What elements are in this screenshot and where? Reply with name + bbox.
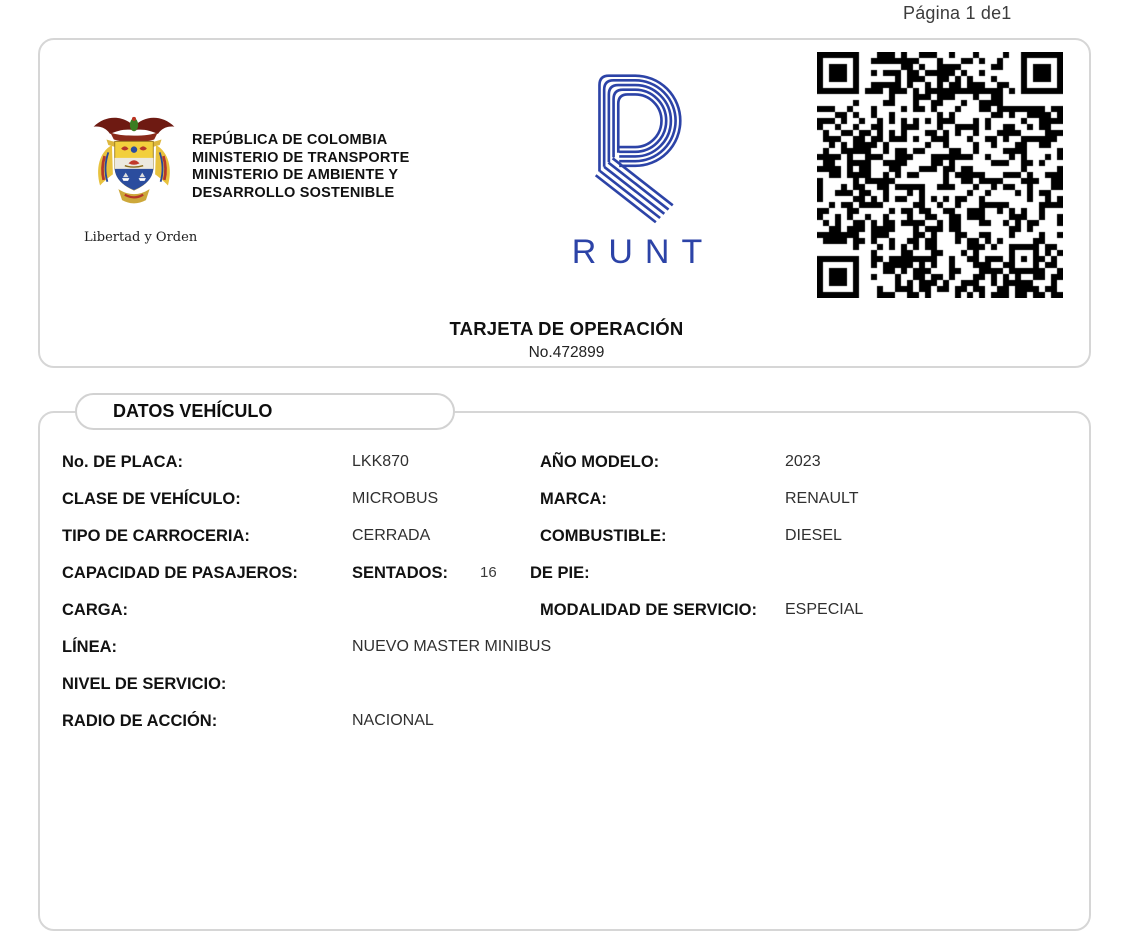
- field-label: No. DE PLACA:: [62, 453, 183, 471]
- field-value: RENAULT: [785, 490, 859, 507]
- section-title-pill: [75, 393, 455, 430]
- field-row: [0, 564, 1127, 588]
- field-row: [0, 453, 1127, 477]
- field-label: CAPACIDAD DE PASAJEROS:: [62, 564, 298, 582]
- coat-of-arms-icon: [87, 112, 181, 224]
- field-row: [0, 601, 1127, 625]
- document-title-block: [40, 318, 1093, 362]
- coat-of-arms: [84, 112, 198, 245]
- qr-code: [817, 52, 1063, 298]
- field-label: MODALIDAD DE SERVICIO:: [540, 601, 757, 619]
- ministry-line: DESARROLLO SOSTENIBLE: [192, 184, 395, 201]
- field-label: MARCA:: [540, 490, 607, 508]
- vehicle-section: [38, 411, 1091, 931]
- field-label: NIVEL DE SERVICIO:: [62, 675, 227, 693]
- field-value: LKK870: [352, 453, 409, 470]
- field-row: [0, 712, 1127, 736]
- field-value: NUEVO MASTER MINIBUS: [352, 638, 552, 655]
- field-row: [0, 490, 1127, 514]
- field-value: MICROBUS: [352, 490, 439, 507]
- field-value: 16: [480, 564, 497, 581]
- field-label: LÍNEA:: [62, 638, 117, 656]
- coat-of-arms-motto: Libertad y Orden: [84, 230, 198, 245]
- ministry-line: MINISTERIO DE AMBIENTE Y: [192, 167, 399, 183]
- field-value: NACIONAL: [352, 712, 434, 729]
- field-value: DIESEL: [785, 527, 842, 544]
- field-label: SENTADOS:: [352, 564, 448, 582]
- field-label: CARGA:: [62, 601, 128, 619]
- field-value: 2023: [785, 453, 821, 470]
- field-value: ESPECIAL: [785, 601, 864, 618]
- runt-r-icon: [584, 70, 692, 226]
- field-label: CLASE DE VEHÍCULO:: [62, 490, 241, 508]
- runt-logo: [558, 70, 718, 272]
- field-label: AÑO MODELO:: [540, 453, 660, 471]
- runt-wordmark: RUNT: [571, 233, 715, 271]
- ministry-line: REPÚBLICA DE COLOMBIA: [192, 132, 388, 148]
- qr-code-container: [817, 52, 1063, 298]
- field-label: RADIO DE ACCIÓN:: [62, 712, 218, 730]
- document-number: No.472899: [528, 344, 605, 361]
- field-row: [0, 638, 1127, 662]
- field-row: [0, 527, 1127, 551]
- field-value: CERRADA: [352, 527, 431, 544]
- header-card: [38, 38, 1091, 368]
- section-title: DATOS VEHÍCULO: [113, 401, 273, 421]
- ministry-line: MINISTERIO DE TRANSPORTE: [192, 149, 410, 166]
- field-label: TIPO DE CARROCERIA:: [62, 527, 250, 545]
- document-title: TARJETA DE OPERACIÓN: [449, 318, 684, 339]
- ministry-text: [192, 132, 409, 202]
- field-label: DE PIE:: [530, 564, 590, 582]
- page-indicator: Página 1 de1: [903, 3, 1012, 23]
- field-row: [0, 675, 1127, 699]
- field-label: COMBUSTIBLE:: [540, 527, 667, 545]
